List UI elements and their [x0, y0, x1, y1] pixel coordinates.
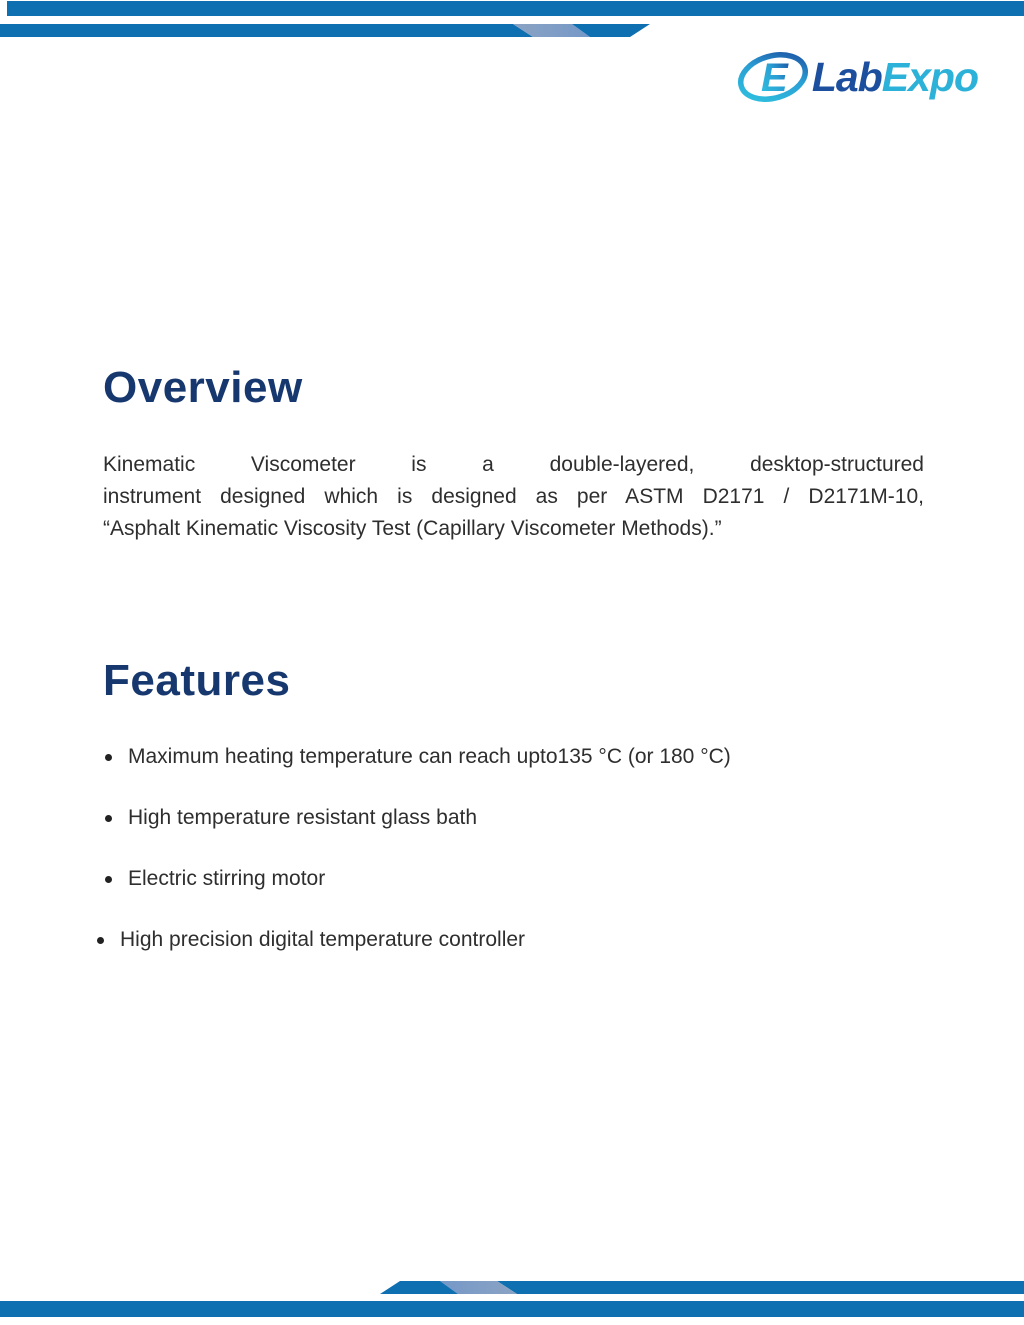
feature-item [105, 745, 965, 769]
bottom-blue-bar [0, 1301, 1024, 1317]
overview-paragraph-line: instrument designed which is designed as per ASTM D2171 / D2171M-10, [103, 485, 924, 508]
top-blue-bar [7, 1, 1024, 16]
overview-paragraph [103, 449, 924, 545]
top-accent-stripe [0, 24, 650, 37]
labexpo-ellipse-e-icon [736, 46, 810, 108]
logo-text-expo: Expo [881, 54, 978, 100]
logo-wordmark [812, 46, 978, 108]
svg-text:E: E [760, 56, 788, 100]
overview-paragraph-line: Kinematic Viscometer is a double-layered, desktop-structured [103, 453, 924, 476]
bullet-icon [105, 754, 112, 761]
features-list [105, 745, 965, 989]
features-heading: Features [103, 656, 291, 705]
feature-item-text: High precision digital temperature controller [120, 928, 526, 951]
feature-item-text: High temperature resistant glass bath [128, 806, 478, 829]
overview-paragraph-line: “Asphalt Kinematic Viscosity Test (Capillary Viscometer Methods).” [103, 517, 722, 540]
feature-item [105, 806, 965, 830]
feature-item-text: Maximum heating temperature can reach upto135 °C (or 180 °C) [128, 745, 731, 768]
overview-heading: Overview [103, 363, 303, 412]
labexpo-logo [736, 46, 978, 108]
feature-item [97, 928, 965, 952]
feature-item-text: Electric stirring motor [128, 867, 326, 890]
feature-item [105, 867, 965, 891]
bullet-icon [97, 937, 104, 944]
bottom-accent-stripe [380, 1281, 1024, 1294]
bullet-icon [105, 815, 112, 822]
bullet-icon [105, 876, 112, 883]
logo-text-lab: Lab [811, 54, 882, 100]
